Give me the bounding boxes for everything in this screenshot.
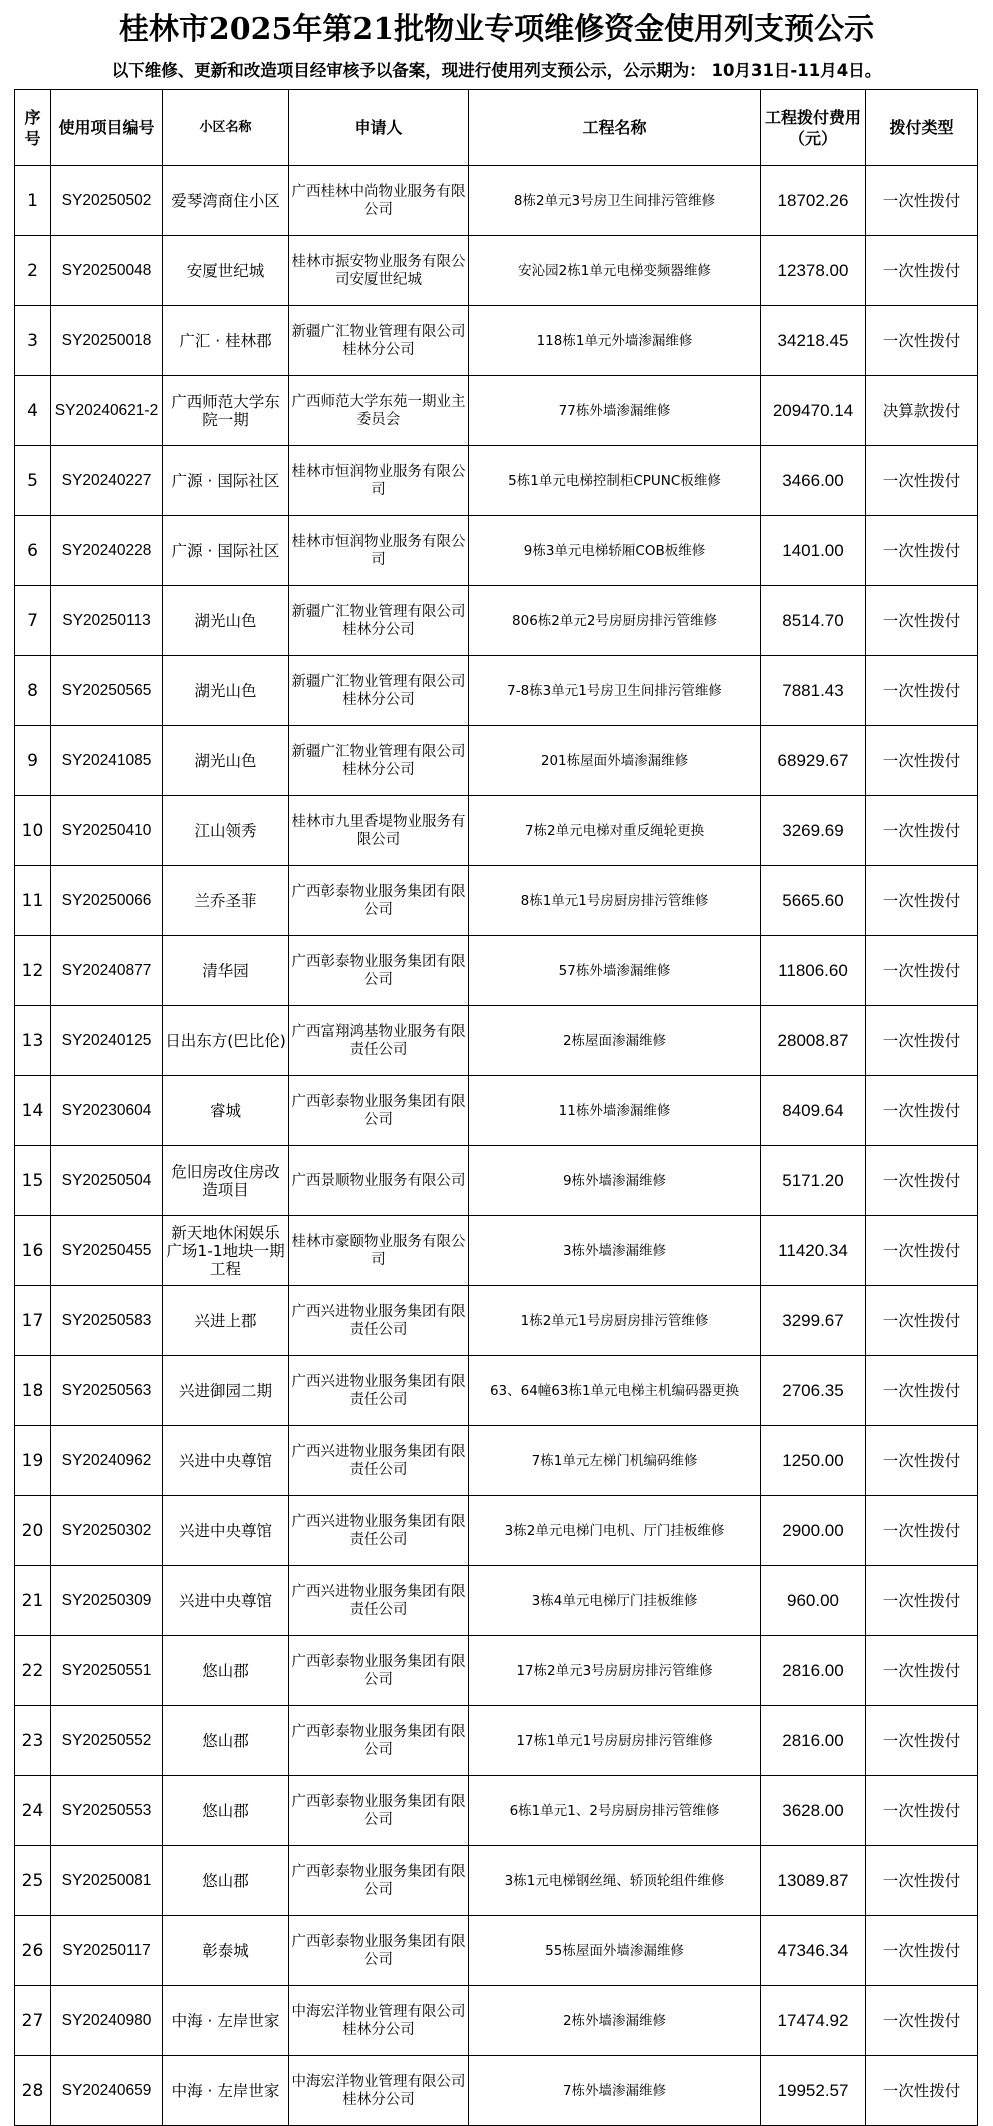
cell-amount: 12378.00	[761, 236, 866, 306]
cell-amount: 960.00	[761, 1566, 866, 1636]
table-row	[15, 1006, 978, 1076]
cell-project: 3栋4单元电梯厅门挂板维修	[469, 1566, 761, 1636]
header-seq: 序号	[15, 90, 51, 166]
cell-applicant: 新疆广汇物业管理有限公司桂林分公司	[289, 726, 469, 796]
cell-seq: 24	[15, 1776, 51, 1846]
cell-applicant: 广西兴进物业服务集团有限责任公司	[289, 1566, 469, 1636]
cell-amount: 19952.57	[761, 2056, 866, 2126]
cell-seq: 7	[15, 586, 51, 656]
cell-code: SY20240621-2	[51, 376, 163, 446]
cell-code: SY20250553	[51, 1776, 163, 1846]
cell-project: 2栋屋面渗漏维修	[469, 1006, 761, 1076]
table-row	[15, 1776, 978, 1846]
cell-community: 危旧房改住房改造项目	[163, 1146, 289, 1216]
cell-code: SY20250502	[51, 166, 163, 236]
table-row	[15, 796, 978, 866]
cell-project: 7-8栋3单元1号房卫生间排污管维修	[469, 656, 761, 726]
cell-code: SY20240125	[51, 1006, 163, 1076]
cell-applicant: 中海宏洋物业管理有限公司桂林分公司	[289, 2056, 469, 2126]
cell-type: 一次性拨付	[866, 446, 978, 516]
table-row	[15, 1846, 978, 1916]
cell-seq: 20	[15, 1496, 51, 1566]
cell-project: 3栋2单元电梯门电机、厅门挂板维修	[469, 1496, 761, 1566]
cell-community: 兴进中央尊馆	[163, 1496, 289, 1566]
cell-amount: 68929.67	[761, 726, 866, 796]
cell-seq: 5	[15, 446, 51, 516]
cell-applicant: 广西彰泰物业服务集团有限公司	[289, 1636, 469, 1706]
cell-seq: 18	[15, 1356, 51, 1426]
cell-community: 湖光山色	[163, 656, 289, 726]
cell-seq: 26	[15, 1916, 51, 1986]
cell-applicant: 广西兴进物业服务集团有限责任公司	[289, 1286, 469, 1356]
cell-type: 一次性拨付	[866, 1846, 978, 1916]
cell-seq: 2	[15, 236, 51, 306]
cell-applicant: 广西彰泰物业服务集团有限公司	[289, 936, 469, 1006]
cell-type: 一次性拨付	[866, 1986, 978, 2056]
cell-applicant: 桂林市九里香堤物业服务有限公司	[289, 796, 469, 866]
cell-type: 决算款拨付	[866, 376, 978, 446]
cell-seq: 12	[15, 936, 51, 1006]
cell-applicant: 新疆广汇物业管理有限公司桂林分公司	[289, 656, 469, 726]
cell-amount: 1250.00	[761, 1426, 866, 1496]
cell-amount: 11806.60	[761, 936, 866, 1006]
table-row	[15, 376, 978, 446]
table-row	[15, 726, 978, 796]
cell-amount: 5665.60	[761, 866, 866, 936]
cell-seq: 14	[15, 1076, 51, 1146]
cell-applicant: 广西景顺物业服务有限公司	[289, 1146, 469, 1216]
table-row	[15, 1356, 978, 1426]
page-title: 桂林市2025年第21批物业专项维修资金使用列支预公示	[118, 12, 875, 47]
header-type: 拨付类型	[866, 90, 978, 166]
cell-project: 8栋2单元3号房卫生间排污管维修	[469, 166, 761, 236]
cell-type: 一次性拨付	[866, 1286, 978, 1356]
table-row	[15, 1146, 978, 1216]
cell-project: 7栋2单元电梯对重反绳轮更换	[469, 796, 761, 866]
header-project: 工程名称	[469, 90, 761, 166]
table-row	[15, 2056, 978, 2126]
table-row	[15, 866, 978, 936]
cell-amount: 2816.00	[761, 1636, 866, 1706]
cell-project: 安沁园2栋1单元电梯变频器维修	[469, 236, 761, 306]
cell-community: 睿城	[163, 1076, 289, 1146]
table-row	[15, 306, 978, 376]
cell-seq: 8	[15, 656, 51, 726]
cell-community: 新天地休闲娱乐广场1-1地块一期工程	[163, 1216, 289, 1286]
cell-applicant: 广西桂林中尚物业服务有限公司	[289, 166, 469, 236]
table-row	[15, 236, 978, 306]
cell-code: SY20250302	[51, 1496, 163, 1566]
cell-amount: 3628.00	[761, 1776, 866, 1846]
cell-type: 一次性拨付	[866, 866, 978, 936]
cell-project: 9栋3单元电梯轿厢COB板维修	[469, 516, 761, 586]
cell-type: 一次性拨付	[866, 1636, 978, 1706]
cell-amount: 17474.92	[761, 1986, 866, 2056]
cell-community: 湖光山色	[163, 726, 289, 796]
cell-type: 一次性拨付	[866, 166, 978, 236]
cell-community: 江山领秀	[163, 796, 289, 866]
cell-code: SY20250309	[51, 1566, 163, 1636]
header-code: 使用项目编号	[51, 90, 163, 166]
cell-seq: 15	[15, 1146, 51, 1216]
table-row	[15, 516, 978, 586]
cell-seq: 25	[15, 1846, 51, 1916]
table-row	[15, 1286, 978, 1356]
cell-code: SY20240228	[51, 516, 163, 586]
table-row	[15, 446, 978, 516]
cell-code: SY20240877	[51, 936, 163, 1006]
cell-amount: 8409.64	[761, 1076, 866, 1146]
cell-project: 11栋外墙渗漏维修	[469, 1076, 761, 1146]
cell-seq: 11	[15, 866, 51, 936]
cell-type: 一次性拨付	[866, 1426, 978, 1496]
cell-code: SY20250117	[51, 1916, 163, 1986]
cell-type: 一次性拨付	[866, 306, 978, 376]
cell-type: 一次性拨付	[866, 1566, 978, 1636]
cell-applicant: 广西师范大学东苑一期业主委员会	[289, 376, 469, 446]
cell-seq: 4	[15, 376, 51, 446]
cell-project: 3栋1元电梯钢丝绳、轿顶轮组件维修	[469, 1846, 761, 1916]
cell-type: 一次性拨付	[866, 1496, 978, 1566]
cell-type: 一次性拨付	[866, 936, 978, 1006]
cell-applicant: 桂林市振安物业服务有限公司安厦世纪城	[289, 236, 469, 306]
cell-seq: 17	[15, 1286, 51, 1356]
cell-seq: 16	[15, 1216, 51, 1286]
cell-applicant: 新疆广汇物业管理有限公司桂林分公司	[289, 586, 469, 656]
cell-project: 9栋外墙渗漏维修	[469, 1146, 761, 1216]
cell-project: 55栋屋面外墙渗漏维修	[469, 1916, 761, 1986]
cell-applicant: 桂林市恒润物业服务有限公司	[289, 516, 469, 586]
cell-amount: 18702.26	[761, 166, 866, 236]
cell-applicant: 广西富翔鸿基物业服务有限责任公司	[289, 1006, 469, 1076]
cell-seq: 22	[15, 1636, 51, 1706]
cell-applicant: 广西兴进物业服务集团有限责任公司	[289, 1356, 469, 1426]
cell-amount: 3299.67	[761, 1286, 866, 1356]
cell-code: SY20240659	[51, 2056, 163, 2126]
cell-community: 中海 · 左岸世家	[163, 2056, 289, 2126]
cell-code: SY20240962	[51, 1426, 163, 1496]
cell-community: 兰乔圣菲	[163, 866, 289, 936]
cell-community: 悠山郡	[163, 1846, 289, 1916]
cell-type: 一次性拨付	[866, 586, 978, 656]
cell-code: SY20250583	[51, 1286, 163, 1356]
cell-applicant: 新疆广汇物业管理有限公司桂林分公司	[289, 306, 469, 376]
cell-project: 201栋屋面外墙渗漏维修	[469, 726, 761, 796]
cell-amount: 34218.45	[761, 306, 866, 376]
cell-code: SY20240980	[51, 1986, 163, 2056]
cell-code: SY20250551	[51, 1636, 163, 1706]
cell-type: 一次性拨付	[866, 1216, 978, 1286]
cell-type: 一次性拨付	[866, 2056, 978, 2126]
header-amount: 工程拨付费用（元）	[761, 90, 866, 166]
cell-code: SY20250081	[51, 1846, 163, 1916]
table-row	[15, 1496, 978, 1566]
cell-amount: 47346.34	[761, 1916, 866, 1986]
cell-applicant: 桂林市恒润物业服务有限公司	[289, 446, 469, 516]
cell-code: SY20250552	[51, 1706, 163, 1776]
cell-seq: 1	[15, 166, 51, 236]
cell-project: 118栋1单元外墙渗漏维修	[469, 306, 761, 376]
cell-code: SY20240227	[51, 446, 163, 516]
cell-community: 兴进御园二期	[163, 1356, 289, 1426]
cell-community: 日出东方(巴比伦)	[163, 1006, 289, 1076]
cell-amount: 8514.70	[761, 586, 866, 656]
table-header-row	[15, 90, 978, 166]
cell-project: 63、64幢63栋1单元电梯主机编码器更换	[469, 1356, 761, 1426]
cell-code: SY20250455	[51, 1216, 163, 1286]
cell-type: 一次性拨付	[866, 1006, 978, 1076]
cell-seq: 21	[15, 1566, 51, 1636]
cell-seq: 23	[15, 1706, 51, 1776]
cell-code: SY20250565	[51, 656, 163, 726]
cell-applicant: 广西彰泰物业服务集团有限公司	[289, 1076, 469, 1146]
cell-applicant: 广西彰泰物业服务集团有限公司	[289, 1706, 469, 1776]
cell-project: 57栋外墙渗漏维修	[469, 936, 761, 1006]
cell-project: 2栋外墙渗漏维修	[469, 1986, 761, 2056]
cell-project: 7栋1单元左梯门机编码维修	[469, 1426, 761, 1496]
cell-type: 一次性拨付	[866, 1076, 978, 1146]
cell-community: 广源 · 国际社区	[163, 446, 289, 516]
cell-code: SY20250504	[51, 1146, 163, 1216]
fund-usage-table	[14, 89, 978, 2126]
cell-applicant: 广西彰泰物业服务集团有限公司	[289, 866, 469, 936]
cell-project: 8栋1单元1号房厨房排污管维修	[469, 866, 761, 936]
cell-amount: 13089.87	[761, 1846, 866, 1916]
cell-type: 一次性拨付	[866, 516, 978, 586]
cell-code: SY20250066	[51, 866, 163, 936]
cell-project: 17栋2单元3号房厨房排污管维修	[469, 1636, 761, 1706]
cell-type: 一次性拨付	[866, 796, 978, 866]
cell-amount: 2816.00	[761, 1706, 866, 1776]
table-row	[15, 1426, 978, 1496]
cell-type: 一次性拨付	[866, 236, 978, 306]
cell-community: 兴进中央尊馆	[163, 1426, 289, 1496]
cell-community: 广西师范大学东院一期	[163, 376, 289, 446]
cell-code: SY20250410	[51, 796, 163, 866]
cell-type: 一次性拨付	[866, 1146, 978, 1216]
cell-type: 一次性拨付	[866, 1776, 978, 1846]
cell-code: SY20241085	[51, 726, 163, 796]
cell-community: 兴进上郡	[163, 1286, 289, 1356]
cell-seq: 13	[15, 1006, 51, 1076]
cell-applicant: 桂林市豪颐物业服务有限公司	[289, 1216, 469, 1286]
cell-amount: 28008.87	[761, 1006, 866, 1076]
cell-amount: 2900.00	[761, 1496, 866, 1566]
table-row	[15, 1216, 978, 1286]
cell-code: SY20250113	[51, 586, 163, 656]
table-row	[15, 936, 978, 1006]
table-row	[15, 656, 978, 726]
table-row	[15, 1566, 978, 1636]
cell-type: 一次性拨付	[866, 1916, 978, 1986]
table-row	[15, 586, 978, 656]
cell-applicant: 广西彰泰物业服务集团有限公司	[289, 1916, 469, 1986]
cell-amount: 209470.14	[761, 376, 866, 446]
cell-project: 7栋外墙渗漏维修	[469, 2056, 761, 2126]
cell-code: SY20250563	[51, 1356, 163, 1426]
cell-code: SY20250048	[51, 236, 163, 306]
cell-community: 湖光山色	[163, 586, 289, 656]
cell-project: 1栋2单元1号房厨房排污管维修	[469, 1286, 761, 1356]
table-row	[15, 1076, 978, 1146]
header-applicant: 申请人	[289, 90, 469, 166]
table-row	[15, 1706, 978, 1776]
cell-code: SY20250018	[51, 306, 163, 376]
cell-seq: 19	[15, 1426, 51, 1496]
cell-seq: 10	[15, 796, 51, 866]
table-row	[15, 1916, 978, 1986]
cell-community: 悠山郡	[163, 1706, 289, 1776]
cell-community: 清华园	[163, 936, 289, 1006]
cell-community: 爱琴湾商住小区	[163, 166, 289, 236]
cell-seq: 6	[15, 516, 51, 586]
cell-type: 一次性拨付	[866, 656, 978, 726]
cell-amount: 7881.43	[761, 656, 866, 726]
cell-community: 安厦世纪城	[163, 236, 289, 306]
cell-type: 一次性拨付	[866, 1706, 978, 1776]
cell-community: 悠山郡	[163, 1636, 289, 1706]
cell-community: 中海 · 左岸世家	[163, 1986, 289, 2056]
cell-applicant: 广西兴进物业服务集团有限责任公司	[289, 1496, 469, 1566]
cell-project: 806栋2单元2号房厨房排污管维修	[469, 586, 761, 656]
cell-project: 77栋外墙渗漏维修	[469, 376, 761, 446]
cell-code: SY20230604	[51, 1076, 163, 1146]
cell-amount: 3466.00	[761, 446, 866, 516]
cell-community: 兴进中央尊馆	[163, 1566, 289, 1636]
cell-project: 3栋外墙渗漏维修	[469, 1216, 761, 1286]
cell-project: 17栋1单元1号房厨房排污管维修	[469, 1706, 761, 1776]
table-row	[15, 1986, 978, 2056]
notice-subtitle: 以下维修、更新和改造项目经审核予以备案，现进行使用列支预公示，公示期为： 10月31日-11月4日。	[111, 61, 882, 80]
cell-amount: 11420.34	[761, 1216, 866, 1286]
cell-type: 一次性拨付	[866, 726, 978, 796]
cell-applicant: 广西彰泰物业服务集团有限公司	[289, 1776, 469, 1846]
header-community: 小区名称	[163, 90, 289, 166]
cell-community: 悠山郡	[163, 1776, 289, 1846]
cell-seq: 3	[15, 306, 51, 376]
cell-amount: 5171.20	[761, 1146, 866, 1216]
cell-amount: 3269.69	[761, 796, 866, 866]
cell-project: 6栋1单元1、2号房厨房排污管维修	[469, 1776, 761, 1846]
cell-community: 彰泰城	[163, 1916, 289, 1986]
table-row	[15, 1636, 978, 1706]
table-row	[15, 166, 978, 236]
cell-community: 广汇 · 桂林郡	[163, 306, 289, 376]
cell-amount: 2706.35	[761, 1356, 866, 1426]
table-body	[15, 166, 978, 2126]
cell-seq: 9	[15, 726, 51, 796]
cell-applicant: 广西彰泰物业服务集团有限公司	[289, 1846, 469, 1916]
cell-seq: 28	[15, 2056, 51, 2126]
cell-applicant: 广西兴进物业服务集团有限责任公司	[289, 1426, 469, 1496]
cell-applicant: 中海宏洋物业管理有限公司桂林分公司	[289, 1986, 469, 2056]
cell-seq: 27	[15, 1986, 51, 2056]
cell-type: 一次性拨付	[866, 1356, 978, 1426]
cell-project: 5栋1单元电梯控制柜CPUNC板维修	[469, 446, 761, 516]
cell-community: 广源 · 国际社区	[163, 516, 289, 586]
cell-amount: 1401.00	[761, 516, 866, 586]
